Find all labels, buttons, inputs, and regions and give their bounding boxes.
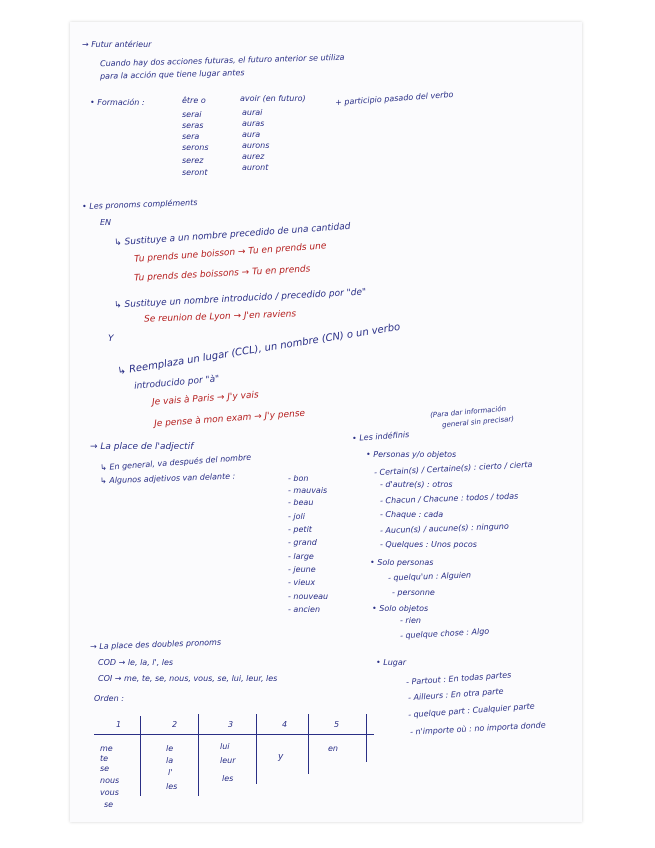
cod-line: COD → le, la, l', les bbox=[98, 658, 174, 667]
obj-title: • Solo objetos bbox=[372, 604, 429, 613]
col1-item-1: me bbox=[100, 744, 113, 753]
adj-11: - ancien bbox=[288, 605, 321, 614]
lieu-item-2: - Ailleurs : En otra parte bbox=[407, 686, 504, 703]
po-item-6: - Quelques : Unos pocos bbox=[380, 540, 477, 549]
order-col-divider-4 bbox=[308, 714, 309, 774]
y-rule-2: introducido por "à" bbox=[133, 374, 220, 392]
futur-title: → Futur antérieur bbox=[82, 40, 152, 49]
adj-2: - mauvais bbox=[288, 486, 328, 495]
lieu-item-4: - n'importe où : no importa donde bbox=[409, 720, 546, 737]
pers-item-2: - personne bbox=[392, 588, 435, 597]
pers-item-1: - quelqu'un : Alguien bbox=[387, 570, 472, 583]
col3-item-3: les bbox=[222, 774, 234, 783]
order-col-divider-1 bbox=[140, 716, 141, 796]
avoir-1: aurai bbox=[242, 108, 263, 117]
etre-head: être o bbox=[182, 96, 206, 105]
avoir-3: aura bbox=[242, 130, 261, 139]
obj-item-2: - quelque chose : Algo bbox=[399, 626, 490, 641]
order-head-1: 1 bbox=[116, 720, 122, 729]
adj-1: - bon bbox=[288, 474, 309, 483]
adj-7: - large bbox=[288, 552, 314, 561]
etre-6: seront bbox=[182, 168, 208, 177]
lieu-title: • Lugar bbox=[376, 658, 407, 667]
po-item-2: - d'autre(s) : otros bbox=[380, 480, 453, 489]
indefinis-title: • Les indéfinis bbox=[351, 430, 410, 443]
col3-item-1: lui bbox=[220, 742, 230, 751]
pers-obj-title: • Personas y/o objetos bbox=[366, 450, 457, 459]
col2-item-4: les bbox=[166, 782, 178, 791]
col1-item-3: se bbox=[100, 764, 110, 773]
col3-item-2: leur bbox=[220, 756, 236, 765]
en-example-2: Tu prends des boissons → Tu en prends bbox=[133, 264, 311, 284]
adj-8: - jeune bbox=[288, 565, 316, 574]
order-col-divider-2 bbox=[198, 714, 199, 796]
col2-item-2: la bbox=[166, 756, 174, 765]
y-example-1: Je vais à Paris → J'y vais bbox=[151, 390, 259, 408]
doubles-title: → La place des doubles pronoms bbox=[89, 637, 222, 652]
etre-3: sera bbox=[182, 132, 200, 141]
etre-5: serez bbox=[182, 156, 204, 165]
avoir-2: auras bbox=[242, 119, 265, 128]
order-label: Orden : bbox=[94, 694, 124, 703]
po-item-3: - Chacun / Chacune : todos / todas bbox=[379, 491, 519, 506]
adj-3: - beau bbox=[288, 498, 314, 507]
obj-item-1: - rien bbox=[400, 616, 421, 625]
y-label: Y bbox=[108, 334, 114, 344]
col4-item-1: y bbox=[278, 752, 284, 762]
coi-line: COI → me, te, se, nous, vous, se, lui, leur, les bbox=[98, 674, 278, 683]
order-table-header-line bbox=[94, 734, 374, 735]
col1-item-6: se bbox=[104, 800, 114, 809]
order-head-4: 4 bbox=[282, 720, 288, 729]
etre-4: serons bbox=[182, 143, 209, 152]
etre-1: serai bbox=[182, 110, 202, 119]
avoir-head: avoir (en futuro) bbox=[240, 94, 306, 103]
notebook-page bbox=[70, 22, 582, 822]
col2-item-3: l' bbox=[168, 768, 173, 777]
en-example-1: Tu prends une boisson → Tu en prends une bbox=[133, 241, 327, 265]
avoir-5: aurez bbox=[242, 152, 265, 161]
pers-title: • Solo personas bbox=[370, 558, 434, 567]
order-head-5: 5 bbox=[334, 720, 340, 729]
adj-4: - joli bbox=[288, 512, 305, 521]
en-label: EN bbox=[100, 218, 112, 227]
formation-label: • Formación : bbox=[90, 98, 145, 107]
col1-item-5: vous bbox=[100, 788, 119, 797]
order-head-2: 2 bbox=[172, 720, 178, 729]
po-item-1: - Certain(s) / Certaine(s) : cierto / cierta bbox=[373, 459, 533, 478]
adj-6: - grand bbox=[288, 538, 317, 547]
order-col-divider-3 bbox=[256, 714, 257, 784]
pronoms-title: • Les pronoms compléments bbox=[81, 197, 198, 212]
adj-rule-2: ↳ Algunos adjetivos van delante : bbox=[99, 471, 236, 486]
lieu-item-3: - quelque part : Cualquier parte bbox=[407, 701, 535, 720]
adj-10: - nouveau bbox=[288, 592, 329, 601]
y-rule-1: ↳ Reemplaza un lugar (CCL), un nombre (CN) o un verbo bbox=[116, 321, 401, 378]
etre-2: seras bbox=[182, 121, 204, 130]
y-example-2: Je pense à mon exam → J'y pense bbox=[153, 408, 306, 430]
col1-item-2: te bbox=[100, 754, 109, 763]
futur-desc-1: Cuando hay dos acciones futuras, el futuro anterior se utiliza bbox=[99, 52, 345, 69]
avoir-6: auront bbox=[242, 163, 269, 172]
col2-item-1: le bbox=[166, 744, 174, 753]
order-col-divider-5 bbox=[366, 714, 367, 762]
col1-item-4: nous bbox=[100, 776, 120, 785]
adj-title: → La place de l'adjectif bbox=[90, 442, 194, 452]
en-example-3: Se reunion de Lyon → J'en raviens bbox=[143, 309, 297, 325]
en-rule-1: ↳ Sustituye a un nombre precedido de una cantidad bbox=[113, 221, 351, 249]
indefinis-note-1: (Para dar información bbox=[429, 404, 507, 420]
adj-rule-1: ↳ En general, va después del nombre bbox=[99, 452, 252, 473]
adj-9: - vieux bbox=[288, 578, 316, 587]
lieu-item-1: - Partout : En todas partes bbox=[405, 670, 512, 687]
order-head-3: 3 bbox=[228, 720, 234, 729]
avoir-4: aurons bbox=[242, 141, 270, 150]
po-item-4: - Chaque : cada bbox=[380, 510, 444, 519]
futur-desc-2: para la acción que tiene lugar antes bbox=[99, 68, 245, 81]
adj-5: - petit bbox=[288, 525, 312, 534]
participe-note: + participio pasado del verbo bbox=[334, 89, 454, 108]
po-item-5: - Aucun(s) / aucune(s) : ninguno bbox=[379, 521, 509, 536]
indefinis-note-2: general sin precisar) bbox=[441, 414, 515, 430]
col5-item-1: en bbox=[328, 744, 338, 753]
en-rule-2: ↳ Sustituye un nombre introducido / precedido por "de" bbox=[113, 287, 367, 311]
